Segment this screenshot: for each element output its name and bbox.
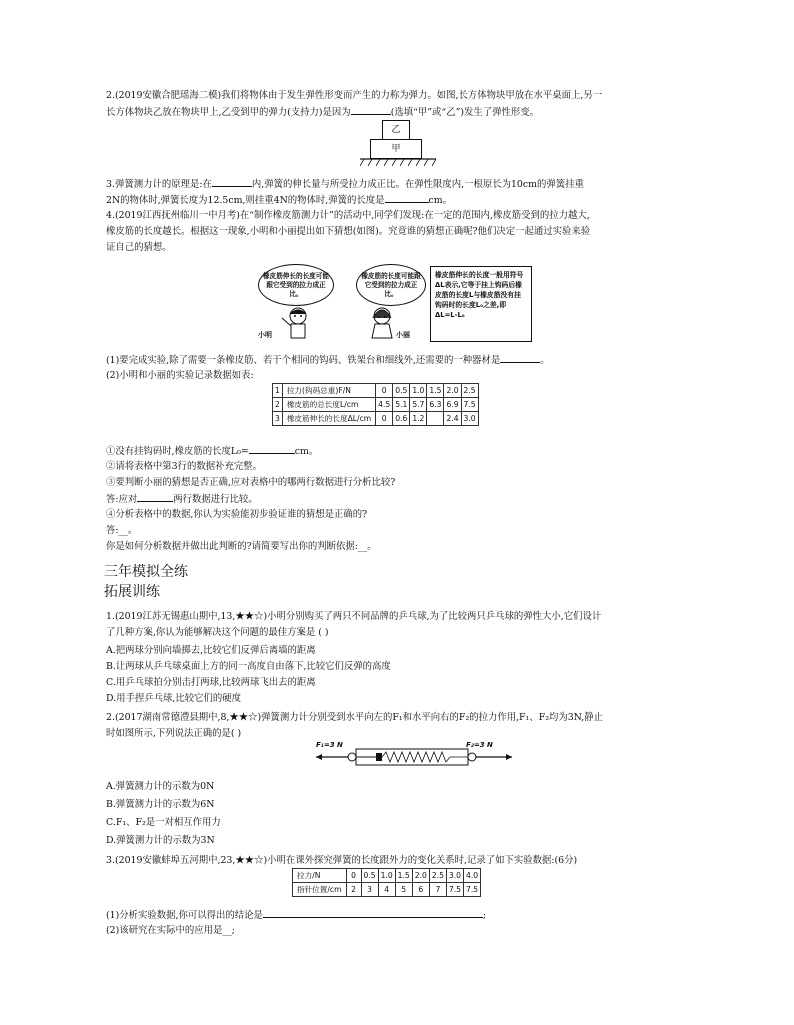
- table-cell: 1: [273, 384, 283, 398]
- block-yi: [382, 120, 410, 140]
- table-cell: 0.6: [393, 412, 410, 426]
- q3-text-b: 内,弹簧的伸长量与所受拉力成正比。在弹性限度内,一根原长为10cm的弹簧挂重: [251, 179, 584, 190]
- q4-line2: 橡皮筋的长度越长。根据这一现象,小明和小丽提出如下猜想(如图)。究竟谁的猜想正确呢?他们决定一起通过实验来验: [106, 226, 591, 237]
- table-cell: 7: [429, 883, 446, 897]
- table-cell: 2: [346, 883, 361, 897]
- q3-text-c: 2N的物体时,弹簧长度为12.5cm,则挂重4N的物体时,弹簧的长度是: [106, 195, 385, 206]
- q4-a3-blank[interactable]: [137, 491, 173, 502]
- q4-a1-tail: cm。: [294, 446, 319, 457]
- table-row: [273, 398, 479, 412]
- speech-bubble-xiaoming: 橡皮筋伸长的长度可能跟它受到的拉力成正比。: [258, 264, 334, 306]
- table-cell: 5.1: [393, 398, 410, 412]
- block-figure: [360, 118, 438, 168]
- table-cell: 5: [395, 883, 412, 897]
- table-cell: 3.0: [461, 412, 478, 426]
- table-cell: 3.0: [446, 869, 463, 883]
- e2-line1: 2.(2017湖南常德澧县期中,8,★★☆)弹簧测力计分别受到水平向左的F₁和水平向右的F₂的拉力作用,F₁、F₂均为3N,静止: [106, 712, 604, 723]
- table-cell: 2.5: [461, 384, 478, 398]
- q4-sub1-text: (1)要完成实验,除了需要一条橡皮筋、若干个相同的钩码、铁架台和细线外,还需要的一种器材是: [106, 355, 501, 366]
- table-cell: 3: [273, 412, 283, 426]
- q2-line1: 2.(2019安徽合肥瑶海二模)我们将物体由于发生弹性形变而产生的力称为弹力。如图,长方体物块甲放在水平桌面上,另一: [106, 90, 603, 101]
- table-cell: 2.4: [444, 412, 461, 426]
- e3-sub2: (2)该研究在实际中的应用是__;: [106, 925, 235, 936]
- e1-option-b[interactable]: B.让两球从乒乓球桌面上方的同一高度自由落下,比较它们反弹的高度: [106, 661, 391, 672]
- table-cell: 7.5: [446, 883, 463, 897]
- e1-line1: 1.(2019江苏无锡惠山期中,13,★★☆)小明分别购买了两只不同品牌的乒乓球,为了比较两只乒乓球的弹性大小,它们设计: [106, 611, 602, 622]
- q4-a3-answer: [106, 491, 696, 508]
- table-row: [273, 412, 479, 426]
- f1-label: F₁=3 N: [316, 741, 343, 749]
- q4-a1-blank[interactable]: [249, 443, 295, 454]
- q4-a3: ③要判断小丽的猜想是否正确,应对表格中的哪两行数据进行分析比较?: [106, 477, 396, 488]
- table-cell: 3: [361, 883, 378, 897]
- e3-sub1-blank[interactable]: [263, 907, 483, 918]
- q2-blank[interactable]: [351, 104, 391, 115]
- q2-line2-tail: (选填“甲”或“乙”)发生了弹性形变。: [390, 107, 540, 118]
- table-row: [293, 883, 481, 897]
- q4-sub1-tail: 。: [540, 355, 550, 366]
- f2-label: F₂=3 N: [466, 741, 493, 749]
- table-cell: 0: [376, 384, 393, 398]
- speech-bubble-xiaoli: 橡皮筋的长度可能跟它受到的拉力成正比。: [356, 264, 426, 306]
- e2-option-c[interactable]: C.F₁、F₂是一对相互作用力: [106, 817, 221, 828]
- spring-scale-figure: [316, 741, 512, 771]
- table-cell: 7.5: [463, 883, 480, 897]
- table-cell: 1.2: [410, 412, 427, 426]
- e1-option-a[interactable]: A.把两球分别向墙掷去,比较它们反弹后离墙的距离: [106, 645, 316, 656]
- table-surface: [360, 158, 438, 168]
- block-yi-label: 乙: [391, 125, 401, 135]
- table-cell: 1.0: [378, 869, 395, 883]
- q3-blank-2[interactable]: [385, 192, 429, 203]
- table-cell: 1.0: [410, 384, 427, 398]
- table-cell: 拉力(钩码总重)F/N: [282, 384, 375, 398]
- q4-sub1: [106, 352, 696, 369]
- block-jia-label: 甲: [391, 144, 401, 154]
- table-row: [273, 384, 479, 398]
- q3-line1: [106, 176, 696, 193]
- table-cell: 5.7: [410, 398, 427, 412]
- q4-a1: [106, 443, 696, 460]
- table-cell: 1.5: [427, 384, 444, 398]
- q3-line2: [106, 192, 696, 209]
- e1-line2: 了几种方案,你认为能够解决这个问题的最佳方案是 ( ): [106, 627, 329, 638]
- table-cell: 0: [376, 412, 393, 426]
- table-cell: 指针位置/cm: [293, 883, 347, 897]
- q4-sub2: (2)小明和小丽的实验记录数据如表:: [106, 370, 254, 381]
- e2-option-a[interactable]: A.弹簧测力计的示数为0N: [106, 781, 215, 792]
- table-row: [293, 869, 481, 883]
- table-cell: 1.5: [395, 869, 412, 883]
- guess-figure: [256, 264, 536, 344]
- table-cell: 6: [412, 883, 429, 897]
- q4-a2: ②请将表格中第3行的数据补充完整。: [106, 461, 262, 472]
- table-cell: 0.5: [393, 384, 410, 398]
- e3-sub1-text: (1)分析实验数据,你可以得出的结论是: [106, 910, 263, 921]
- e2-line2: 时如图所示,下列说法正确的是( ): [106, 728, 242, 739]
- e3-sub1-tail: ;: [482, 910, 487, 921]
- q3-text-a: 3.弹簧测力计的原理是:在: [106, 179, 212, 190]
- q4-a5: 你是如何分析数据并做出此判断的?请简要写出你的判断依据:__。: [106, 541, 377, 552]
- section-title: 三年模拟全练: [104, 564, 188, 580]
- e3-line1: 3.(2019安徽蚌埠五河期中,23,★★☆)小明在课外探究弹簧的长度跟外力的变化关系时,记录了如下实验数据:(6分): [106, 855, 578, 866]
- boy-figure-icon: [276, 306, 316, 342]
- section-subtitle: 拓展训练: [104, 584, 160, 600]
- e1-option-c[interactable]: C.用乒乓球拍分别击打两球,比较两球飞出去的距离: [106, 677, 316, 688]
- q4-line1: 4.(2019江西抚州临川一中月考)在“制作橡皮筋测力计”的活动中,同学们发现:在一定的范围内,橡皮筋受到的拉力越大,: [106, 210, 590, 221]
- table-cell: 6.3: [427, 398, 444, 412]
- definition-note: 橡皮筋伸长的长度一般用符号ΔL表示,它等于挂上钩码后橡皮筋的长度L与橡皮筋没有挂钩码时的长度L₀之差,即ΔL=L-L₀: [430, 266, 532, 342]
- table-cell: 橡皮筋伸长的长度ΔL/cm: [282, 412, 375, 426]
- table-cell: 2: [273, 398, 283, 412]
- table-cell: 橡皮筋的总长度L/cm: [282, 398, 375, 412]
- table-cell: 2.0: [412, 869, 429, 883]
- table-cell: 4: [378, 883, 395, 897]
- q3-blank-1[interactable]: [212, 176, 252, 187]
- e1-option-d[interactable]: D.用手捏乒乓球,比较它们的硬度: [106, 693, 242, 704]
- q4-sub1-blank[interactable]: [500, 352, 540, 363]
- q4-a1-text: ①没有挂钩码时,橡皮筋的长度L₀=: [106, 446, 249, 457]
- label-xiaoli: 小丽: [396, 331, 410, 339]
- table-cell: 4.0: [463, 869, 480, 883]
- label-xiaoming: 小明: [258, 331, 272, 339]
- q4-line3: 证自己的猜想。: [106, 242, 172, 253]
- q3-text-d: cm。: [428, 195, 453, 206]
- q4-a4: ④分析表格中的数据,你认为实验能初步验证谁的猜想是正确的?: [106, 509, 368, 520]
- table-cell: 0.5: [361, 869, 378, 883]
- table-cell: 2.0: [444, 384, 461, 398]
- table-cell: 4.5: [376, 398, 393, 412]
- rubber-band-data-table: [272, 383, 479, 426]
- e2-option-b[interactable]: B.弹簧测力计的示数为6N: [106, 799, 215, 810]
- e2-option-d[interactable]: D.弹簧测力计的示数为3N: [106, 835, 215, 846]
- table-cell: 拉力/N: [293, 869, 347, 883]
- q4-a3-answer-tail: 两行数据进行比较。: [173, 494, 258, 505]
- table-cell: 2.5: [429, 869, 446, 883]
- e3-sub1: [106, 907, 696, 924]
- q4-a3-answer-text: 答:应对: [106, 494, 138, 505]
- block-jia: [370, 139, 422, 159]
- table-cell: [427, 412, 444, 426]
- q4-a4-answer: 答:__。: [106, 525, 138, 536]
- spring-data-table: [292, 868, 481, 897]
- table-cell: 6.9: [444, 398, 461, 412]
- table-cell: 0: [346, 869, 361, 883]
- q2-line2-text: 长方体物块乙放在物块甲上,乙受到甲的弹力(支持力)是因为: [106, 107, 351, 118]
- table-cell: 7.5: [461, 398, 478, 412]
